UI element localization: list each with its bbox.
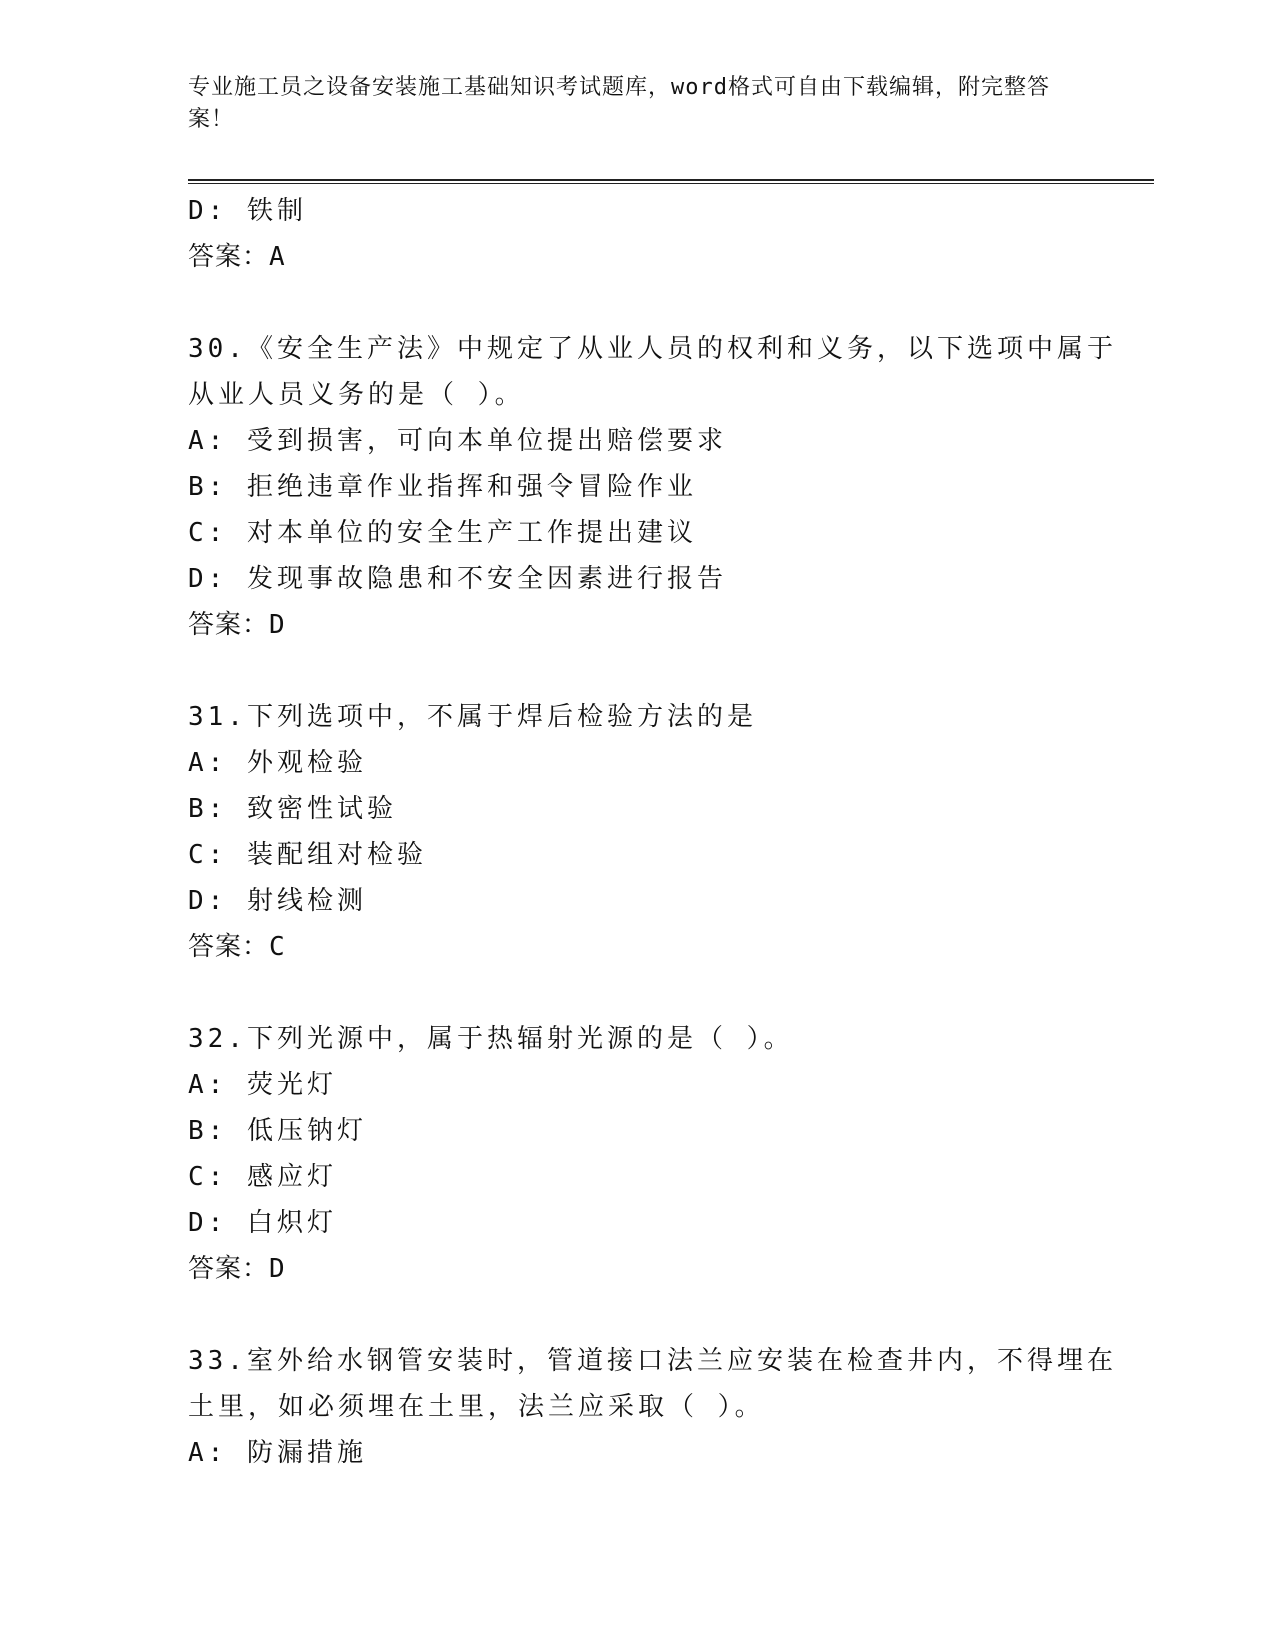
option-a: A: 受到损害，可向本单位提出赔偿要求 bbox=[188, 426, 727, 456]
answer-text: 答案：A bbox=[188, 242, 286, 272]
question-stem: 土里，如必须埋在土里，法兰应采取（ ）。 bbox=[188, 1392, 765, 1422]
document-header: 专业施工员之设备安装施工基础知识考试题库，word格式可自由下载编辑，附完整答案！ bbox=[188, 75, 1050, 132]
option-c: C: 感应灯 bbox=[188, 1162, 337, 1192]
option-c: C: 装配组对检验 bbox=[188, 840, 427, 870]
answer-text: 答案：D bbox=[188, 610, 286, 640]
answer-text: 答案：D bbox=[188, 1254, 286, 1284]
option-c: C: 对本单位的安全生产工作提出建议 bbox=[188, 518, 697, 548]
option-d: D: 白炽灯 bbox=[188, 1208, 337, 1238]
question-31 bbox=[188, 694, 1108, 970]
question-stem: 32.下列光源中，属于热辐射光源的是（ ）。 bbox=[188, 1024, 794, 1054]
header-divider bbox=[188, 179, 1154, 184]
option-b: B: 拒绝违章作业指挥和强令冒险作业 bbox=[188, 472, 697, 502]
option-d: D: 铁制 bbox=[188, 196, 307, 226]
option-b: B: 致密性试验 bbox=[188, 794, 397, 824]
question-stem: 33.室外给水钢管安装时，管道接口法兰应安装在检查井内，不得埋在 bbox=[188, 1346, 1117, 1376]
question-stem: 31.下列选项中，不属于焊后检验方法的是 bbox=[188, 702, 757, 732]
question-32 bbox=[188, 1016, 1108, 1292]
question-list bbox=[188, 188, 1117, 1476]
option-a: A: 荧光灯 bbox=[188, 1070, 337, 1100]
option-d: D: 发现事故隐患和不安全因素进行报告 bbox=[188, 564, 727, 594]
question-stem: 30.《安全生产法》中规定了从业人员的权利和义务，以下选项中属于 bbox=[188, 334, 1117, 364]
question-33 bbox=[188, 1338, 1117, 1476]
option-a: A: 外观检验 bbox=[188, 748, 367, 778]
option-d: D: 射线检测 bbox=[188, 886, 367, 916]
question-30 bbox=[188, 326, 1117, 648]
answer-text: 答案：C bbox=[188, 932, 286, 962]
question-stem: 从业人员义务的是（ ）。 bbox=[188, 380, 525, 410]
option-b: B: 低压钠灯 bbox=[188, 1116, 367, 1146]
option-a: A: 防漏措施 bbox=[188, 1438, 367, 1468]
